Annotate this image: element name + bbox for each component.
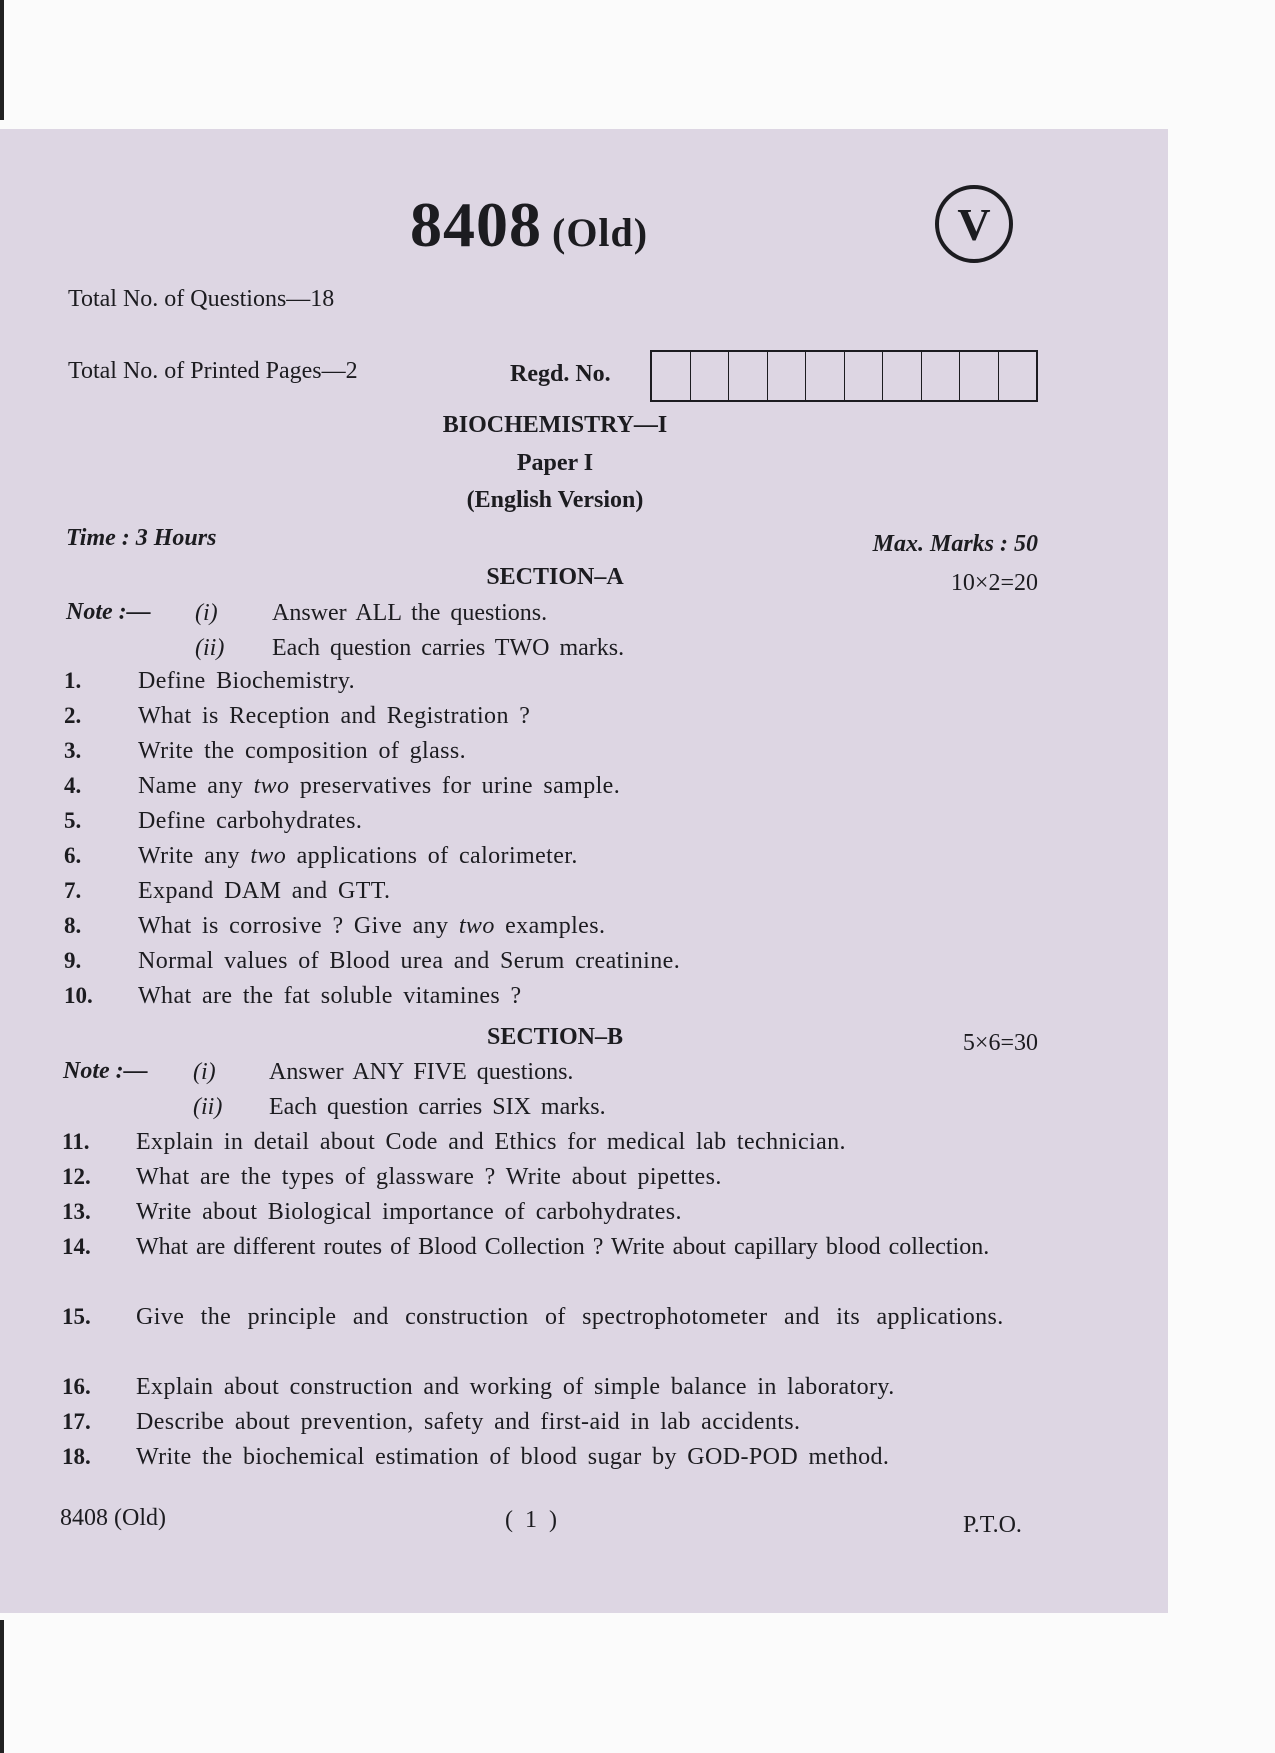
section-b-title: SECTION–B	[486, 1024, 624, 1050]
section-b-note-1-num: (i)	[193, 1059, 216, 1085]
section-b-note-1: Answer ANY FIVE questions.	[269, 1059, 574, 1085]
question-number: 15.	[62, 1304, 91, 1329]
question-number: 5.	[64, 808, 82, 833]
question-number: 2.	[64, 703, 82, 728]
question-text: What is corrosive ? Give any two examples.	[138, 913, 606, 939]
question-number: 3.	[64, 738, 82, 763]
footer-pto: P.T.O.	[963, 1512, 1022, 1538]
question-number: 4.	[64, 773, 82, 798]
question-number: 16.	[62, 1374, 91, 1399]
time-allowed: Time : 3 Hours	[66, 525, 217, 551]
total-questions: Total No. of Questions—18	[68, 286, 335, 312]
regd-cell[interactable]	[729, 352, 768, 400]
section-a-note-label: Note :—	[66, 599, 151, 625]
question-text: Expand DAM and GTT.	[138, 878, 391, 904]
section-b-note-2: Each question carries SIX marks.	[269, 1094, 606, 1120]
question-text: What are the fat soluble vitamines ?	[138, 983, 522, 1009]
regd-cell[interactable]	[922, 352, 961, 400]
question-text: Write any two applications of calorimeter.	[138, 843, 578, 869]
question-number: 14.	[62, 1234, 91, 1259]
question-text: Give the principle and construction of spectrophotometer and its applications.	[136, 1304, 1004, 1330]
question-number: 18.	[62, 1444, 91, 1469]
regd-cell[interactable]	[691, 352, 730, 400]
section-b-note-2-num: (ii)	[193, 1094, 223, 1120]
paper-code-suffix: (Old)	[552, 210, 649, 255]
question-text: Describe about prevention, safety and first-aid in lab accidents.	[136, 1409, 801, 1435]
regd-cell[interactable]	[768, 352, 807, 400]
question-text: Normal values of Blood urea and Serum creatinine.	[138, 948, 681, 974]
question-number: 7.	[64, 878, 82, 903]
question-number: 6.	[64, 843, 82, 868]
question-text: What are the types of glassware ? Write about pipettes.	[136, 1164, 722, 1190]
question-text: Write the composition of glass.	[138, 738, 467, 764]
question-text: Define Biochemistry.	[138, 668, 356, 694]
section-a-note-2-num: (ii)	[195, 635, 225, 661]
section-a-marks: 10×2=20	[950, 570, 1038, 596]
section-a-title: SECTION–A	[486, 564, 624, 590]
section-a-note-1-num: (i)	[195, 600, 218, 626]
subject-title: BIOCHEMISTRY—I	[442, 412, 668, 438]
footer-code: 8408 (Old)	[60, 1505, 166, 1531]
section-b-note-label: Note :—	[63, 1058, 148, 1084]
question-number: 1.	[64, 668, 82, 693]
question-text: Explain about construction and working of simple balance in laboratory.	[136, 1374, 895, 1400]
question-text: Explain in detail about Code and Ethics for medical lab technician.	[136, 1129, 846, 1155]
section-a-note-1: Answer ALL the questions.	[272, 600, 548, 626]
regd-cell[interactable]	[999, 352, 1037, 400]
regd-cell[interactable]	[652, 352, 691, 400]
scan-edge-top	[0, 0, 4, 120]
regd-cell[interactable]	[883, 352, 922, 400]
question-number: 8.	[64, 913, 82, 938]
regd-label: Regd. No.	[510, 361, 611, 387]
section-b-marks: 5×6=30	[962, 1030, 1038, 1056]
question-number: 9.	[64, 948, 82, 973]
question-text: Write the biochemical estimation of blood sugar by GOD-POD method.	[136, 1444, 890, 1470]
question-paper-sheet	[0, 129, 1168, 1613]
question-text: What are different routes of Blood Collection ? Write about capillary blood collection.	[136, 1234, 990, 1260]
footer-page-number: ( 1 )	[505, 1507, 557, 1533]
paper-code: 8408 (Old)	[410, 189, 649, 260]
question-text: Define carbohydrates.	[138, 808, 363, 834]
question-text: What is Reception and Registration ?	[138, 703, 531, 729]
question-number: 11.	[62, 1129, 90, 1154]
regd-cell[interactable]	[960, 352, 999, 400]
question-text: Name any two preservatives for urine sample.	[138, 773, 621, 799]
question-number: 10.	[64, 983, 93, 1008]
question-number: 17.	[62, 1409, 91, 1434]
paper-title: Paper I	[516, 450, 594, 476]
section-a-note-2: Each question carries TWO marks.	[272, 635, 625, 661]
question-number: 12.	[62, 1164, 91, 1189]
regd-number-boxes[interactable]	[650, 350, 1038, 402]
version-badge: V	[935, 185, 1013, 263]
total-pages: Total No. of Printed Pages—2	[68, 358, 358, 384]
regd-cell[interactable]	[806, 352, 845, 400]
regd-cell[interactable]	[845, 352, 884, 400]
question-number: 13.	[62, 1199, 91, 1224]
question-text: Write about Biological importance of carbohydrates.	[136, 1199, 682, 1225]
scan-edge-bottom	[0, 1620, 4, 1753]
version-title: (English Version)	[466, 487, 644, 513]
max-marks: Max. Marks : 50	[872, 531, 1038, 557]
